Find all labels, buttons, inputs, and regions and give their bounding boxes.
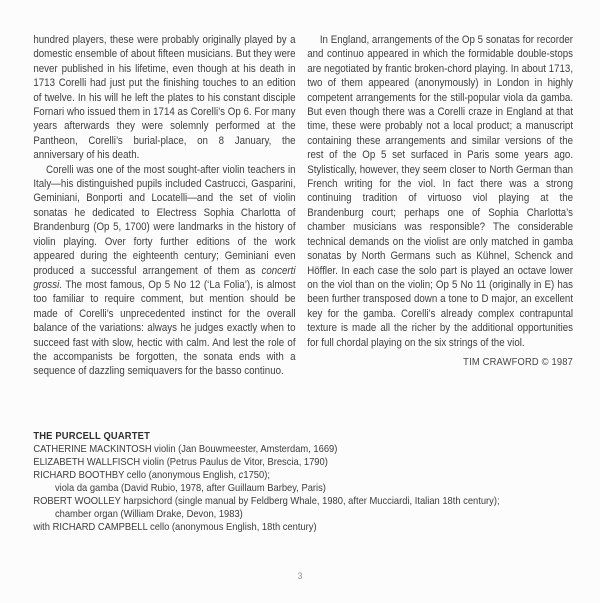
left-column	[33, 33, 295, 379]
page-number: 3	[297, 571, 303, 582]
text-segment: RICHARD BOOTHBY cello (anonymous English,	[33, 470, 239, 481]
text-segment: . The most famous, Op 5 No 12 (‘La Folia’), is almost too familiar to require comment, but mention should be made of Corelli’s unprecedented instinct for the overall balance of the variations: always he judges exactly when to succeed fast with slow, hectic with calm. And lest the role of the accompanists be forgotten, the sonata ends with a sequence of dazzling semiquavers for the basso continuo.	[33, 278, 296, 378]
paragraph	[307, 33, 573, 350]
text-segment: hundred players, these were probably originally played by a domestic ensemble of about fifteen musicians. But they were never published in his lifetime, even though at his death in 1713 Corelli had just put the finishing touches to an edition of twelve. In his will he left the plates to his constant disciple Fornari who issued them in 1714 as Corelli’s Op 6. For many years afterwards they were solemnly performed at the Pantheon, Corelli’s burial-place, on 8 January, the anniversary of his death.	[33, 34, 296, 162]
performer-line	[33, 482, 573, 495]
performers-section	[33, 430, 573, 534]
text-segment: ROBERT WOOLLEY harpsichord (single manual by Feldberg Whale, 1980, after Mucciardi, Italian 18th century);	[33, 496, 500, 507]
right-column-text	[307, 33, 573, 350]
paragraph	[33, 163, 295, 379]
performer-line	[33, 443, 573, 456]
performer-line	[33, 456, 573, 469]
text-segment: In England, arrangements of the Op 5 sonatas for recorder and continuo appeared in which the formidable double-stops are negotiated by frantic broken-chord playing. In about 1713, two of them appeared (anonymously) in London in highly competent arrangements for the still-popular viola da gamba. But even though there was a Corelli craze in England at that time, these were probably not a local product; a manuscript containing these arrangements and similar versions of the rest of the Op 5 set surfaced in Paris some years ago. Stylistically, however, they seem closer to North German than French writing for the viol. In fact there was a strong continuing tradition of virtuoso viol playing at the Brandenburg court; perhaps one of Sophia Charlotta’s chamber musicians was responsible? The considerable technical demands on the violist are only matched in gamba sonatas by North Germans such as Kühnel, Schenck and Höffler. In each case the solo part is played an octave lower on the viol than on the violin; Op 5 No 11 (originally in E) has been further transposed down a tone to D major, an excellent key for the gamba. Corelli’s already complex contrapuntal texture is made all the richer by the additional opportunities for full chordal playing on the six strings of the viol.	[307, 34, 574, 349]
right-column	[307, 33, 573, 370]
text-segment: Corelli was one of the most sought-after violin teachers in Italy—his distinguished pupils included Castrucci, Gasparini, Geminiani, Bonporti and Locatelli—and the set of violin sonatas he dedicated to Electress Sophia Charlotta of Brandenburg (Op 5, 1700) were landmarks in the history of violin playing. Over forty further editions of the work appeared during the eighteenth century; Geminiani even produced a successful arrangement of them as	[33, 163, 296, 277]
italic-text: c	[238, 470, 244, 481]
text-segment: chamber organ (William Drake, Devon, 1983)	[54, 509, 243, 520]
text-segment: ELIZABETH WALLFISCH violin (Petrus Paulus de Vitor, Brescia, 1790)	[33, 457, 328, 468]
performer-line	[33, 495, 573, 508]
text-segment: with RICHARD CAMPBELL cello (anonymous English, 18th century)	[33, 522, 317, 533]
text-segment: viola da gamba (David Rubio, 1978, after Guillaum Barbey, Paris)	[54, 483, 326, 494]
performer-list	[33, 443, 573, 534]
performer-line	[33, 469, 573, 482]
italic-text: concerti grossi	[33, 264, 296, 291]
performer-line	[33, 508, 573, 521]
performer-line	[33, 521, 573, 534]
text-segment: CATHERINE MACKINTOSH violin (Jan Bouwmeester, Amsterdam, 1669)	[33, 444, 338, 455]
paragraph	[33, 33, 295, 163]
text-segment: 1750);	[243, 470, 270, 481]
ensemble-name: THE PURCELL QUARTET	[33, 431, 150, 442]
author-credit: TIM CRAWFORD © 1987	[463, 356, 574, 368]
